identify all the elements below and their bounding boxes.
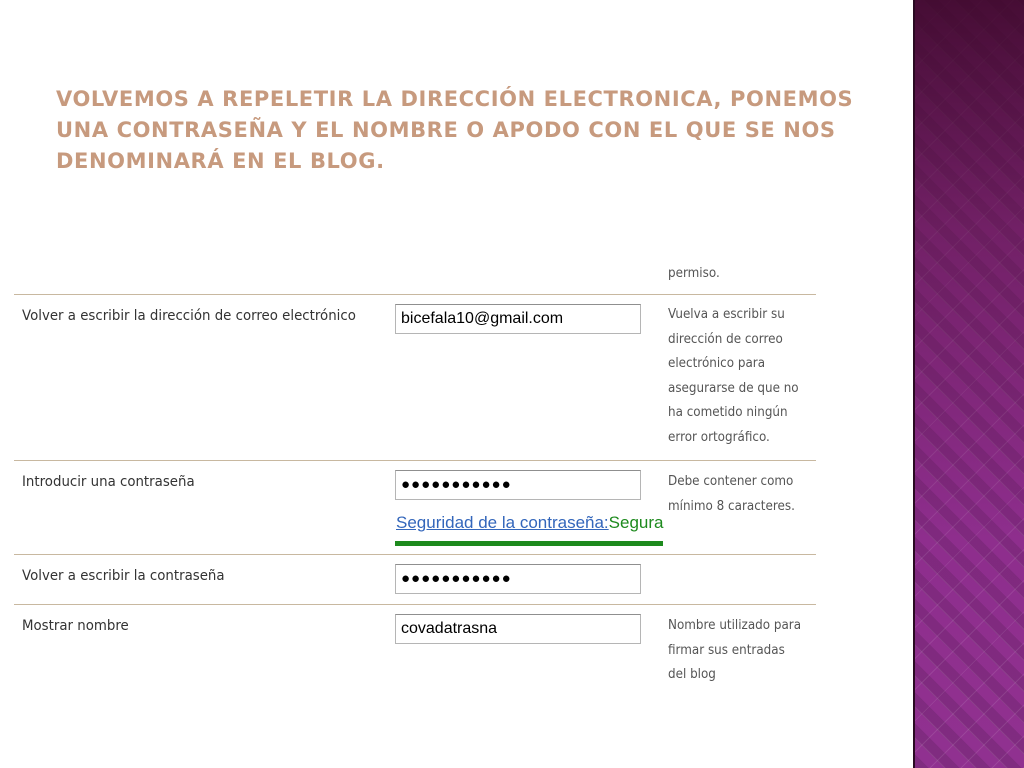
password-strength: [396, 513, 663, 533]
decorative-side-band: [913, 0, 1024, 768]
slide-title: VOLVEMOS A REPELETIR LA DIRECCIÓN ELECTRONICA, PONEMOS UNA CONTRASEÑA Y EL NOMBRE O APODO CON EL QUE SE NOS DENOMINARÁ EN EL BLOG.: [56, 87, 854, 173]
email-confirm-input[interactable]: bicefala10@gmail.com: [395, 304, 641, 334]
row-divider: [14, 604, 816, 605]
password-label: Introducir una contraseña: [22, 474, 195, 490]
email-confirm-help: Vuelva a escribir su dirección de correo electrónico para asegurarse de que no ha cometido ningún error ortográfico.: [668, 307, 799, 445]
display-name-help: Nombre utilizado para firmar sus entradas del blog: [668, 618, 802, 682]
password-confirm-label: Volver a escribir la contraseña: [22, 568, 225, 584]
email-confirm-label: Volver a escribir la dirección de correo electrónico: [22, 308, 356, 324]
previous-help-text: permiso.: [668, 266, 720, 281]
side-band-edge: [913, 0, 915, 768]
display-name-input[interactable]: covadatrasna: [395, 614, 641, 644]
password-strength-link[interactable]: Seguridad de la contraseña:: [396, 513, 609, 532]
password-confirm-input[interactable]: ●●●●●●●●●●●: [395, 564, 641, 594]
row-divider: [14, 294, 816, 295]
password-input[interactable]: ●●●●●●●●●●●: [395, 470, 641, 500]
display-name-label: Mostrar nombre: [22, 618, 129, 634]
row-divider: [14, 554, 816, 555]
password-help: Debe contener como mínimo 8 caracteres.: [668, 474, 795, 514]
row-divider: [14, 460, 816, 461]
password-strength-bar: [395, 541, 663, 546]
password-strength-value: Segura: [608, 513, 664, 532]
blogger-registration-form: [14, 258, 816, 698]
